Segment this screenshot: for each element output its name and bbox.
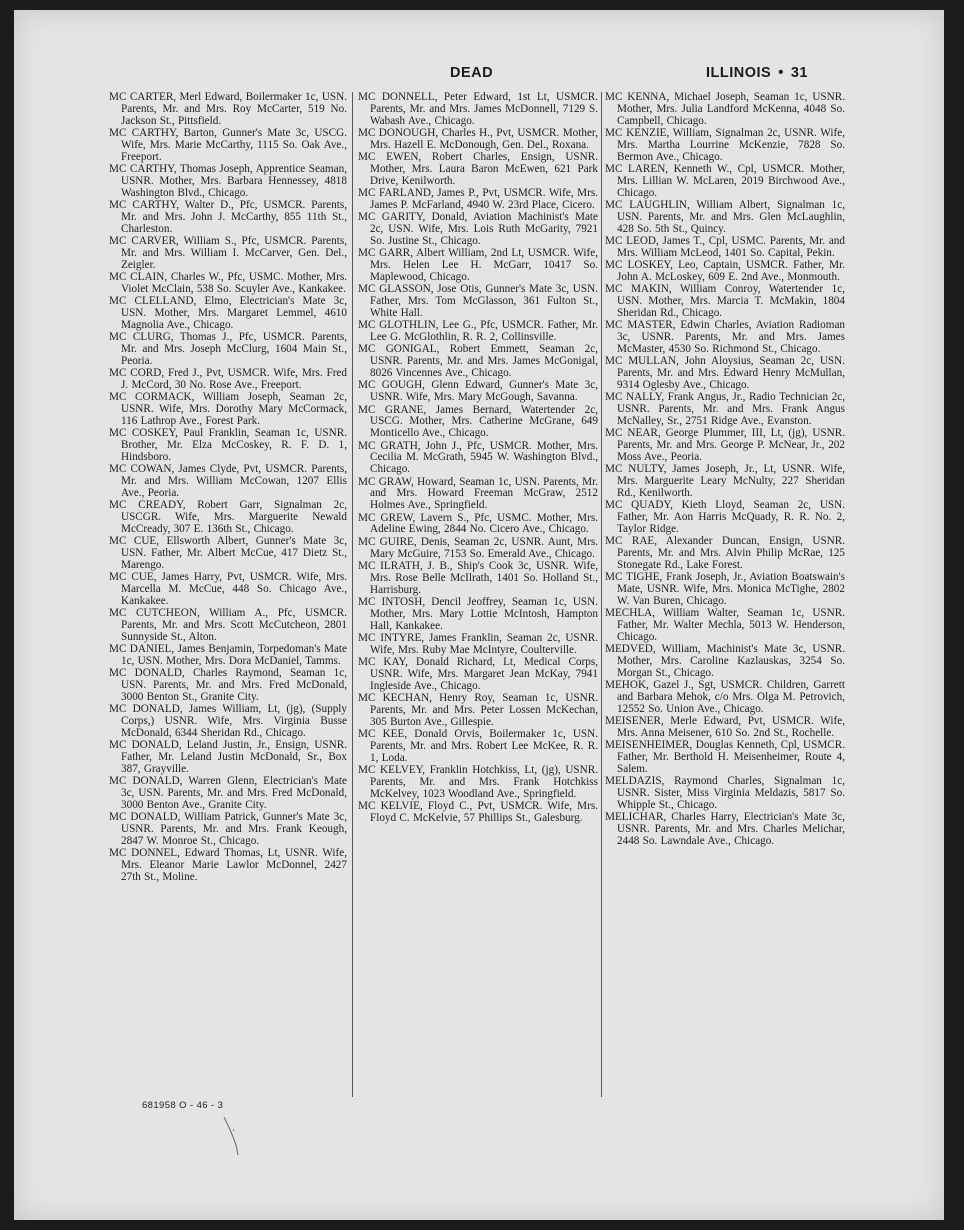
casualty-entry: MC CARTHY, Walter D., Pfc, USMCR. Parents, Mr. and Mrs. John J. McCarthy, 855 11th St., Charleston. [109, 198, 347, 235]
casualty-entry: MC KENZIE, William, Signalman 2c, USNR. Wife, Mrs. Martha Lourrine McKenzie, 7828 So. Bermon Ave., Chicago. [605, 126, 845, 163]
casualty-entry: MC GOUGH, Glenn Edward, Gunner's Mate 3c, USNR. Wife, Mrs. Mary McGough, Savanna. [358, 379, 598, 404]
casualty-entry: MC CREADY, Robert Garr, Signalman 2c, USCGR. Wife, Mrs. Marguerite Newald McCready, 307 E. 136th St., Chicago. [109, 499, 347, 535]
page-header [14, 65, 944, 87]
casualty-entry: MC MASTER, Edwin Charles, Aviation Radioman 3c, USNR. Parents, Mr. and Mrs. James McMaster, 4530 So. Richmond St., Chicago. [605, 319, 845, 355]
page-locator [706, 65, 808, 81]
column-divider [352, 92, 353, 1097]
casualty-entry: MC GRATH, John J., Pfc, USMCR. Mother, Mrs. Cecilia M. McGrath, 5945 W. Washington Blvd., Chicago. [358, 439, 598, 476]
casualty-entry: MC COSKEY, Paul Franklin, Seaman 1c, USNR. Brother, Mr. Elza McCoskey, R. F. D. 1, Hindsboro. [109, 427, 347, 463]
casualty-entry: MC INTOSH, Dencil Jeoffrey, Seaman 1c, USN. Mother, Mrs. Mary Lottie McIntosh, Hampton Hall, Kankakee. [358, 595, 598, 632]
casualty-entry: MC GLASSON, Jose Otis, Gunner's Mate 3c, USN. Father, Mrs. Tom McGlasson, 361 Fulton St., White Hall. [358, 283, 598, 319]
casualty-entry: MC CORD, Fred J., Pvt, USMCR. Wife, Mrs. Fred J. McCord, 30 No. Rose Ave., Freeport. [109, 367, 347, 391]
casualty-entry: MC GONIGAL, Robert Emmett, Seaman 2c, USNR. Parents, Mr. and Mrs. James McGonigal, 8026 Vincennes Ave., Chicago. [358, 343, 598, 380]
casualty-entry: MC LAUGHLIN, William Albert, Signalman 1c, USN. Parents, Mr. and Mrs. Glen McLaughlin, 428 So. 5th St., Quincy. [605, 198, 845, 235]
casualty-entry: MC KELVEY, Franklin Hotchkiss, Lt, (jg), USNR. Parents, Mr. and Mrs. Frank Hotchkiss McKelvey, 1023 Woodland Ave., Springfield. [358, 764, 598, 800]
casualty-entry: MC ILRATH, J. B., Ship's Cook 3c, USNR. Wife, Mrs. Rose Belle McIlrath, 1401 So. Holland St., Harrisburg. [358, 559, 598, 596]
casualty-entry: MC GARR, Albert William, 2nd Lt, USMCR. Wife, Mrs. Helen Lee H. McGarr, 10417 So. Maplewood, Chicago. [358, 247, 598, 283]
column-divider [601, 92, 602, 1097]
print-code: 681958 O - 46 - 3 [142, 1100, 224, 1111]
casualty-entry: MC CUE, Ellsworth Albert, Gunner's Mate 3c, USN. Father, Mr. Albert McCue, 417 Dietz St., Marengo. [109, 535, 347, 571]
casualty-entry: MC DONOUGH, Charles H., Pvt, USMCR. Mother, Mrs. Hazell E. McDonough, Gen. Del., Roxana. [358, 126, 598, 151]
casualty-entry: MC RAE, Alexander Duncan, Ensign, USNR. Parents, Mr. and Mrs. Alvin Philip McRae, 125 Stonegate Rd., Lake Forest. [605, 535, 845, 571]
casualty-entry: MC CARTER, Merl Edward, Boilermaker 1c, USN. Parents, Mr. and Mrs. Roy McCarter, 519 No. Jackson St., Pittsfield. [109, 92, 347, 127]
casualty-entry: MC GREW, Lavern S., Pfc, USMC. Mother, Mrs. Adeline Ewing, 2844 No. Cicero Ave., Chicago. [358, 511, 598, 536]
casualty-entry: MC CARTHY, Thomas Joseph, Apprentice Seaman, USNR. Mother, Mrs. Barbara Hennessey, 4818 Washington Blvd., Chicago. [109, 162, 347, 199]
casualty-entry: MC NEAR, George Plummer, III, Lt, (jg), USNR. Parents, Mr. and Mrs. George P. McNear, Jr., 202 Moss Ave., Peoria. [605, 427, 845, 463]
casualty-entry: MC CARVER, William S., Pfc, USMCR. Parents, Mr. and Mrs. William I. McCarver, Gen. Del., Zeigler. [109, 234, 347, 271]
casualty-entry: MC QUADY, Kieth Lloyd, Seaman 2c, USN. Father, Mr. Aon Harris McQuady, R. R. No. 2, Taylor Ridge. [605, 499, 845, 535]
ink-mark [222, 1115, 244, 1161]
bullet-separator: • [778, 65, 784, 81]
page-number: 31 [790, 65, 808, 81]
casualty-entry: MC DONALD, Charles Raymond, Seaman 1c, USN. Parents, Mr. and Mrs. Fred McDonald, 3000 Benton St., Granite City. [109, 667, 347, 703]
column-1 [109, 92, 347, 1102]
column-2 [358, 92, 598, 1102]
casualty-entry: MC DANIEL, James Benjamin, Torpedoman's Mate 1c, USN. Mother, Mrs. Dora McDaniel, Tamms. [109, 643, 347, 667]
casualty-entry: MC CLAIN, Charles W., Pfc, USMC. Mother, Mrs. Violet McClain, 538 So. Scuyler Ave., Kankakee. [109, 270, 347, 295]
column-3 [605, 92, 845, 1102]
casualty-entry: MEISENER, Merle Edward, Pvt, USMCR. Wife, Mrs. Anna Meisener, 610 So. 2nd St., Rochelle. [605, 715, 845, 739]
casualty-entry: MC MAKIN, William Conroy, Watertender 1c, USN. Mother, Mrs. Marcia T. McMakin, 1804 Sheridan Rd., Chicago. [605, 283, 845, 319]
casualty-entry: MC CUTCHEON, William A., Pfc, USMCR. Parents, Mr. and Mrs. Scott McCutcheon, 2801 Sunnyside St., Alton. [109, 607, 347, 643]
casualty-entry: MELDAZIS, Raymond Charles, Signalman 1c, USNR. Sister, Miss Virginia Meldazis, 5817 So. Whipple St., Chicago. [605, 775, 845, 811]
casualty-entry: MC DONALD, James William, Lt, (jg), (Supply Corps,) USNR. Wife, Mrs. Virginia Busse McDonald, 6344 Sheridan Rd., Chicago. [109, 703, 347, 739]
casualty-entry: MEDVED, William, Machinist's Mate 3c, USNR. Mother, Mrs. Caroline Kazlauskas, 3254 So. Morgan St., Chicago. [605, 643, 845, 679]
casualty-entry: MC KAY, Donald Richard, Lt, Medical Corps, USNR. Wife, Mrs. Margaret Jean McKay, 7941 Ingleside Ave., Chicago. [358, 656, 598, 692]
casualty-entry: MC GUIRE, Denis, Seaman 2c, USNR. Aunt, Mrs. Mary McGuire, 7153 So. Emerald Ave., Chicago. [358, 535, 598, 560]
section-title: DEAD [450, 65, 494, 81]
casualty-entry: MC MULLAN, John Aloysius, Seaman 2c, USN. Parents, Mr. and Mrs. Edward Henry McMullan, 9314 Oglesby Ave., Chicago. [605, 355, 845, 391]
casualty-entry: MC FARLAND, James P., Pvt, USMCR. Wife, Mrs. James P. McFarland, 4940 W. 23rd Place, Cicero. [358, 187, 598, 211]
state-name: ILLINOIS [706, 65, 772, 81]
casualty-entry: MC GARITY, Donald, Aviation Machinist's Mate 2c, USN. Wife, Mrs. Lois Ruth McGarity, 7921 So. Justine St., Chicago. [358, 211, 598, 247]
casualty-entry: MC LAREN, Kenneth W., Cpl, USMCR. Mother, Mrs. Lillian W. McLaren, 2019 Birchwood Ave., Chicago. [605, 162, 845, 199]
casualty-entry: MC CORMACK, William Joseph, Seaman 2c, USNR. Wife, Mrs. Dorothy Mary McCormack, 116 Lathrop Ave., Forest Park. [109, 391, 347, 427]
casualty-entry: MEHOK, Gazel J., Sgt, USMCR. Children, Garrett and Barbara Mehok, c/o Mrs. Olga M. Petrovich, 12552 So. Union Ave., Chicago. [605, 679, 845, 715]
document-page [14, 10, 944, 1220]
casualty-entry: MC TIGHE, Frank Joseph, Jr., Aviation Boatswain's Mate, USNR. Wife, Mrs. Monica McTighe, 2802 W. Van Buren, Chicago. [605, 571, 845, 607]
casualty-entry: MC CARTHY, Barton, Gunner's Mate 3c, USCG. Wife, Mrs. Marie McCarthy, 1115 So. Oak Ave., Freeport. [109, 126, 347, 163]
casualty-entry: MELICHAR, Charles Harry, Electrician's Mate 3c, USNR. Parents, Mr. and Mrs. Charles Melichar, 2448 So. Lawndale Ave., Chicago. [605, 811, 845, 847]
casualty-entry: MC CLELLAND, Elmo, Electrician's Mate 3c, USN. Mother, Mrs. Margaret Lemmel, 4610 Magnolia Ave., Chicago. [109, 295, 347, 331]
casualty-entry: MC KELVIE, Floyd C., Pvt, USMCR. Wife, Mrs. Floyd C. McKelvie, 57 Phillips St., Galesburg. [358, 800, 598, 824]
casualty-entry: MC DONALD, Warren Glenn, Electrician's Mate 3c, USN. Parents, Mr. and Mrs. Fred McDonald, 3000 Benton Ave., Granite City. [109, 775, 347, 811]
casualty-entry: MC GRANE, James Bernard, Watertender 2c, USCG. Mother, Mrs. Catherine McGrane, 649 Monticello Ave., Chicago. [358, 403, 598, 440]
casualty-entry: MC DONNEL, Edward Thomas, Lt, USNR. Wife, Mrs. Eleanor Marie Lawlor McDonnel, 2427 27th St., Moline. [109, 847, 347, 883]
casualty-entry: MC GLOTHLIN, Lee G., Pfc, USMCR. Father, Mr. Lee G. McGlothlin, R. R. 2, Collinsville. [358, 319, 598, 344]
casualty-entry: MEISENHEIMER, Douglas Kenneth, Cpl, USMCR. Father, Mr. Berthold H. Meisenheimer, Route 4, Salem. [605, 739, 845, 775]
casualty-entry: MC COWAN, James Clyde, Pvt, USMCR. Parents, Mr. and Mrs. William McCowan, 1207 Ellis Ave., Peoria. [109, 463, 347, 499]
casualty-entry: MC DONNELL, Peter Edward, 1st Lt, USMCR. Parents, Mr. and Mrs. James McDonnell, 7129 S. Wabash Ave., Chicago. [358, 92, 598, 127]
casualty-entry: MC EWEN, Robert Charles, Ensign, USNR. Mother, Mrs. Laura Baron McEwen, 621 Park Drive, Kenilworth. [358, 151, 598, 187]
casualty-entry: MC DONALD, William Patrick, Gunner's Mate 3c, USNR. Parents, Mr. and Mrs. Frank Keough, 2847 W. Monroe St., Chicago. [109, 811, 347, 847]
casualty-entry: MC NULTY, James Joseph, Jr., Lt, USNR. Wife, Mrs. Marguerite Leary McNulty, 227 Sheridan Rd., Kenilworth. [605, 463, 845, 499]
casualty-entry: MC DONALD, Leland Justin, Jr., Ensign, USNR. Father, Mr. Leland Justin McDonald, Sr., Box 387, Grayville. [109, 739, 347, 775]
casualty-entry: MC CUE, James Harry, Pvt, USMCR. Wife, Mrs. Marcella M. McCue, 448 So. Chicago Ave., Kankakee. [109, 571, 347, 607]
casualty-entry: MC CLURG, Thomas J., Pfc, USMCR. Parents, Mr. and Mrs. Joseph McClurg, 1604 Main St., Peoria. [109, 331, 347, 367]
casualty-entry: MC GRAW, Howard, Seaman 1c, USN. Parents, Mr. and Mrs. Howard Freeman McGraw, 2512 Holmes Ave., Springfield. [358, 475, 598, 512]
casualty-entry: MC KENNA, Michael Joseph, Seaman 1c, USNR. Mother, Mrs. Julia Landford McKenna, 4048 So. Campbell, Chicago. [605, 92, 845, 127]
casualty-entry: MC KEE, Donald Orvis, Boilermaker 1c, USN. Parents, Mr. and Mrs. Robert Lee McKee, R. R. 1, Loda. [358, 728, 598, 764]
casualty-entry: MECHLA, William Walter, Seaman 1c, USNR. Father, Mr. Walter Mechla, 5013 W. Henderson, Chicago. [605, 607, 845, 643]
casualty-entry: MC INTYRE, James Franklin, Seaman 2c, USNR. Wife, Mrs. Ruby Mae McIntyre, Coulterville. [358, 631, 598, 656]
casualty-entry: MC KECHAN, Henry Roy, Seaman 1c, USNR. Parents, Mr. and Mrs. Peter Lossen McKechan, 305 Burton Ave., Gillespie. [358, 692, 598, 728]
casualty-entry: MC LOSKEY, Leo, Captain, USMCR. Father, Mr. John A. McLoskey, 609 E. 2nd Ave., Monmouth. [605, 259, 845, 283]
casualty-entry: MC NALLY, Frank Angus, Jr., Radio Technician 2c, USNR. Parents, Mr. and Mrs. Frank Angus McNalley, Sr., 2751 Ridge Ave., Evanston. [605, 391, 845, 427]
casualty-entry: MC LEOD, James T., Cpl, USMC. Parents, Mr. and Mrs. William McLeod, 1401 So. Capital, Pekin. [605, 234, 845, 259]
